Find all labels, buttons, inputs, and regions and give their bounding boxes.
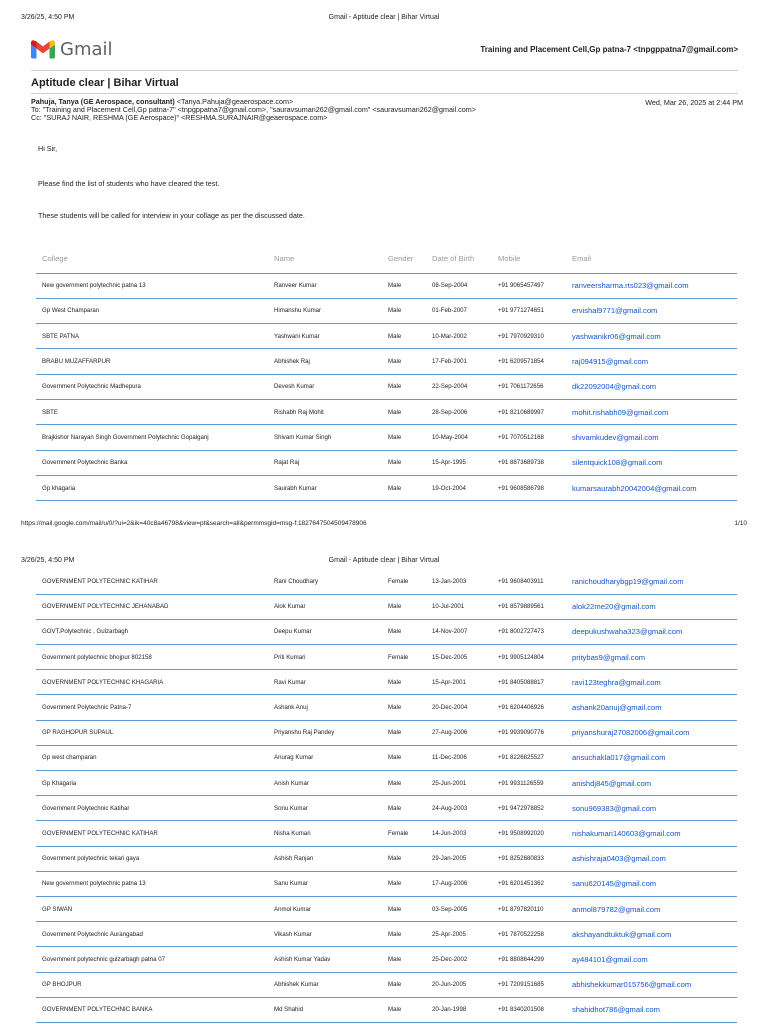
column-header-email: Email <box>572 253 591 263</box>
cell-mobile: +91 7209151685 <box>498 981 544 989</box>
cell-dob: 15-Apr-1995 <box>432 459 466 467</box>
body-line-1: Please find the list of students who have cleared the test. <box>38 179 220 188</box>
table-row <box>36 374 737 399</box>
cell-email[interactable]: ansuchakla017@gmail.com <box>572 753 666 763</box>
column-header-name: Name <box>274 253 295 263</box>
table-row <box>36 745 737 770</box>
cell-name: Alok Kumar <box>274 603 306 611</box>
gmail-icon <box>31 40 55 59</box>
cell-dob: 27-Aug-2006 <box>432 729 468 737</box>
cell-college: New government polytechnic patna 13 <box>42 282 146 290</box>
cell-dob: 19-Oct-2004 <box>432 484 466 492</box>
cell-college: Gp khagaria <box>42 484 76 492</box>
cell-email[interactable]: raj094915@gmail.com <box>572 357 649 367</box>
table-row <box>36 972 737 997</box>
cell-gender: Male <box>388 307 402 315</box>
cell-mobile: +91 9608586798 <box>498 484 544 492</box>
cell-gender: Male <box>388 955 402 963</box>
table-row <box>36 997 737 1022</box>
cell-gender: Female <box>388 653 409 661</box>
cell-name: Ranveer Kumar <box>274 282 317 290</box>
cell-email[interactable]: mohit.rishabh09@gmail.com <box>572 407 669 417</box>
cell-gender: Male <box>388 459 402 467</box>
cell-college: Government Polytechnic Patna-7 <box>42 704 132 712</box>
cell-name: Yashwani Kumar <box>274 332 320 340</box>
cell-gender: Female <box>388 829 409 837</box>
cell-email[interactable]: ashishraja0403@gmail.com <box>572 854 666 864</box>
cell-mobile: +91 8579889561 <box>498 603 544 611</box>
to-line: To: "Training and Placement Cell,Gp patna-7" <tnpgppatna7@gmail.com>, "sauravsuman262@gmail.com" <sauravsuman262@gmail.com> <box>31 105 476 115</box>
cell-name: Priyanshu Raj Pandey <box>274 729 335 737</box>
cell-mobile: +91 8252680833 <box>498 855 544 863</box>
print-title: Gmail - Aptitude clear | Bihar Virtual <box>328 557 440 564</box>
table-row <box>36 720 737 745</box>
column-header-mobile: Mobile <box>498 253 521 263</box>
cell-college: Government Polytechnic Madhepura <box>42 383 141 391</box>
cell-college: Brajkishor Narayan Singh Government Polytechnic Gopalganj <box>42 433 209 441</box>
cell-mobile: +91 9065457497 <box>498 282 544 290</box>
cell-college: New government polytechnic patna 13 <box>42 880 146 888</box>
cell-mobile: +91 8340201508 <box>498 1006 544 1014</box>
table-row <box>36 450 737 475</box>
cell-mobile: +91 9508992020 <box>498 829 544 837</box>
cell-name: Anurag Kumar <box>274 754 314 762</box>
cell-name: Deepu Kumar <box>274 628 312 636</box>
cell-name: Abhishek Kumar <box>274 981 319 989</box>
cell-gender: Male <box>388 930 402 938</box>
cell-email[interactable]: alok22me20@gmail.com <box>572 602 656 612</box>
table-row <box>36 821 737 846</box>
cell-name: Himanshu Kumar <box>274 307 322 315</box>
cell-gender: Male <box>388 603 402 611</box>
cell-dob: 17-Feb-2001 <box>432 358 467 366</box>
cell-gender: Male <box>388 880 402 888</box>
cell-name: Ashish Ranjan <box>274 855 314 863</box>
cell-gender: Male <box>388 729 402 737</box>
cell-name: Nisha Kumari <box>274 829 311 837</box>
cell-email[interactable]: anishdj845@gmail.com <box>572 778 652 788</box>
table-row <box>36 796 737 821</box>
column-header-college: College <box>42 253 68 263</box>
table-row <box>36 922 737 947</box>
cell-name: Priti Kumari <box>274 653 306 661</box>
cell-dob: 15-Apr-2001 <box>432 678 466 686</box>
table-row <box>36 846 737 871</box>
students-table-continued <box>36 569 737 1023</box>
cell-email[interactable]: nishakumari140603@gmail.com <box>572 828 681 838</box>
cell-college: GP BHOJPUR <box>42 981 82 989</box>
cell-name: Md Shahid <box>274 1006 304 1014</box>
cell-dob: 08-Sep-2004 <box>432 282 468 290</box>
cell-college: Government polytechnic tekari gaya <box>42 855 140 863</box>
table-row <box>36 594 737 619</box>
cell-mobile: +91 6209571854 <box>498 358 544 366</box>
cell-college: GOVERNMENT POLYTECHNIC JEHANABAD <box>42 603 169 611</box>
cell-college: Government Polytechnic Banka <box>42 459 128 467</box>
print-title: Gmail - Aptitude clear | Bihar Virtual <box>328 14 440 21</box>
cell-mobile: +91 7870522258 <box>498 930 544 938</box>
cell-name: Ashank Anuj <box>274 704 308 712</box>
cell-mobile: +91 8873689738 <box>498 459 544 467</box>
cell-gender: Male <box>388 628 402 636</box>
table-row <box>36 645 737 670</box>
divider <box>31 93 738 94</box>
cell-name: Rishabh Raj Mohit <box>274 408 324 416</box>
cell-mobile: +91 9472978852 <box>498 804 544 812</box>
cell-college: GOVERNMENT POLYTECHNIC KATIHAR <box>42 829 158 837</box>
cell-dob: 20-Dec-2004 <box>432 704 468 712</box>
email-date: Wed, Mar 26, 2025 at 2:44 PM <box>645 98 743 107</box>
cell-name: Ashish Kumar Yadav <box>274 955 331 963</box>
column-header-gender: Gender <box>388 253 414 263</box>
print-url: https://mail.google.com/mail/u/0/?ui=2&ik=40c8a46798&view=pt&search=all&permmsgid=msg-f:1827647504509478906 <box>21 520 367 527</box>
cell-email[interactable]: silentquick108@gmail.com <box>572 458 663 468</box>
cell-gender: Male <box>388 358 402 366</box>
cell-mobile: +91 9771274651 <box>498 307 544 315</box>
cell-mobile: +91 7070512168 <box>498 433 544 441</box>
cell-mobile: +91 9608403911 <box>498 577 544 585</box>
cell-college: GOVERNMENT POLYTECHNIC BANKA <box>42 1006 153 1014</box>
cell-college: BRABU MUZAFFARPUR <box>42 358 111 366</box>
cell-email[interactable]: sanu620145@gmail.com <box>572 879 657 889</box>
cell-dob: 10-May-2004 <box>432 433 468 441</box>
cc-line: Cc: "SURAJ NAIR, RESHMA (GE Aerospace)" <RESHMA.SURAJNAIR@geaerospace.com> <box>31 113 328 123</box>
cell-name: Ravi Kumar <box>274 678 306 686</box>
table-row <box>36 896 737 921</box>
sender-name: Pahuja, Tanya (GE Aerospace, consultant) <box>31 97 175 106</box>
gmail-wordmark: Gmail <box>60 39 113 60</box>
cell-gender: Male <box>388 484 402 492</box>
cell-dob: 15-Dec-2005 <box>432 653 468 661</box>
cell-dob: 20-Jan-1998 <box>432 1006 467 1014</box>
cell-email[interactable]: shivamkudev@gmail.com <box>572 432 659 442</box>
cell-email[interactable]: akshayandtuktuk@gmail.com <box>572 929 672 939</box>
cell-college: Gp west champaran <box>42 754 97 762</box>
print-datetime: 3/26/25, 4:50 PM <box>21 14 75 21</box>
cell-name: Saurabh Kumar <box>274 484 317 492</box>
cell-gender: Male <box>388 704 402 712</box>
cell-dob: 13-Jan-2003 <box>432 577 467 585</box>
cell-name: Sonu Kumar <box>274 804 308 812</box>
cell-mobile: +91 8405088817 <box>498 678 544 686</box>
cell-dob: 25-Dec-2002 <box>432 955 468 963</box>
cell-mobile: +91 8808644299 <box>498 955 544 963</box>
table-row <box>36 475 737 500</box>
cell-dob: 01-Feb-2007 <box>432 307 467 315</box>
cell-email[interactable]: ay484101@gmail.com <box>572 954 648 964</box>
cell-college: GOVERNMENT POLYTECHNIC KHAGARIA <box>42 678 164 686</box>
table-row <box>36 399 737 424</box>
cell-email[interactable]: priyanshuraj27082006@gmail.com <box>572 728 690 738</box>
cell-name: Vikash Kumar <box>274 930 312 938</box>
cell-college: GOVT.Polytechnic , Gulzarbagh <box>42 628 129 636</box>
gmail-logo[interactable] <box>31 39 113 60</box>
cell-dob: 25-Apr-2005 <box>432 930 466 938</box>
cell-dob: 29-Jan-2005 <box>432 855 467 863</box>
print-header <box>21 14 747 28</box>
cell-name: Abhishek Raj <box>274 358 310 366</box>
cell-gender: Male <box>388 332 402 340</box>
cell-gender: Male <box>388 804 402 812</box>
table-row <box>36 670 737 695</box>
cell-name: Devesh Kumar <box>274 383 315 391</box>
email-subject: Aptitude clear | Bihar Virtual <box>31 77 179 89</box>
cell-gender: Male <box>388 433 402 441</box>
sender-email[interactable]: <Tanya.Pahuja@geaerospace.com> <box>176 97 294 106</box>
cell-gender: Male <box>388 981 402 989</box>
cell-dob: 20-Jun-2005 <box>432 981 467 989</box>
cell-mobile: +91 9905124804 <box>498 653 544 661</box>
cell-dob: 22-Sep-2004 <box>432 383 468 391</box>
cell-college: SBTE PATNA <box>42 332 80 340</box>
cell-email[interactable]: yashwanikr06@gmail.com <box>572 331 661 341</box>
body-line-2: These students will be called for interview in your collage as per the discussed date. <box>38 211 305 220</box>
cell-gender: Male <box>388 779 402 787</box>
cell-college: SBTE <box>42 408 58 416</box>
table-row <box>36 349 737 374</box>
cell-dob: 28-Sep-2006 <box>432 408 468 416</box>
cell-dob: 24-Aug-2003 <box>432 804 468 812</box>
cell-email[interactable]: ranveersharma.rts023@gmail.com <box>572 281 689 291</box>
cell-gender: Female <box>388 577 409 585</box>
cell-dob: 10-Jul-2001 <box>432 603 465 611</box>
table-row <box>36 695 737 720</box>
cell-email[interactable]: sonu969383@gmail.com <box>572 803 657 813</box>
cell-email[interactable]: ravi123teghra@gmail.com <box>572 677 661 687</box>
print-page-number: 1/10 <box>734 520 747 527</box>
cell-dob: 17-Aug-2006 <box>432 880 468 888</box>
cell-college: Gp Khagaria <box>42 779 77 787</box>
cell-email[interactable]: deepukushwaha323@gmail.com <box>572 627 683 637</box>
cell-dob: 10-Mar-2002 <box>432 332 467 340</box>
cell-college: Government polytechnic bhojpur 802158 <box>42 653 152 661</box>
cell-name: Rajat Raj <box>274 459 300 467</box>
cell-email[interactable]: ervishal9771@gmail.com <box>572 306 658 316</box>
cell-college: GP SIWAN <box>42 905 73 913</box>
cell-name: Shivam Kumar Singh <box>274 433 332 441</box>
cell-gender: Male <box>388 282 402 290</box>
cell-gender: Male <box>388 905 402 913</box>
cell-email[interactable]: kumarsaurabh20042004@gmail.com <box>572 483 697 493</box>
cell-email[interactable]: dk22092004@gmail.com <box>572 382 657 392</box>
cell-email[interactable]: ashank20anuj@gmail.com <box>572 703 662 713</box>
table-row <box>36 324 737 349</box>
cell-email[interactable]: pritybas9@gmail.com <box>572 652 646 662</box>
greeting: Hi Sir, <box>38 144 58 153</box>
cell-mobile: +91 8797820110 <box>498 905 544 913</box>
cell-college: Government polytechnic gulzarbagh patna 07 <box>42 955 165 963</box>
cell-mobile: +91 7970929310 <box>498 332 544 340</box>
cell-dob: 14-Nov-2007 <box>432 628 468 636</box>
cell-mobile: +91 8002727473 <box>498 628 544 636</box>
print-datetime: 3/26/25, 4:50 PM <box>21 557 75 564</box>
cell-email[interactable]: ranichoudharybgp19@gmail.com <box>572 576 684 586</box>
table-row <box>36 871 737 896</box>
cell-mobile: +91 9939090776 <box>498 729 544 737</box>
cell-mobile: +91 9931126559 <box>498 779 544 787</box>
cell-mobile: +91 7061172656 <box>498 383 544 391</box>
table-row <box>36 619 737 644</box>
cell-email[interactable]: abhishekkumar015756@gmail.com <box>572 980 692 990</box>
table-row <box>36 569 737 594</box>
cell-college: GP RAGHOPUR SUPAUL <box>42 729 114 737</box>
cell-name: Sanu Kumar <box>274 880 308 888</box>
cell-dob: 14-Jun-2003 <box>432 829 467 837</box>
email-meta <box>31 98 476 123</box>
cell-college: GOVERNMENT POLYTECHNIC KATIHAR <box>42 577 158 585</box>
cell-gender: Male <box>388 754 402 762</box>
table-header-row <box>36 244 737 273</box>
cell-gender: Male <box>388 1006 402 1014</box>
cell-name: Anish Kumar <box>274 779 309 787</box>
cell-mobile: +91 6201451362 <box>498 880 544 888</box>
column-header-dob: Date of Birth <box>432 253 475 263</box>
cell-mobile: +91 8210689997 <box>498 408 544 416</box>
cell-email[interactable]: shahidhot786@gmail.com <box>572 1005 660 1015</box>
account-label: Training and Placement Cell,Gp patna-7 <tnpgppatna7@gmail.com> <box>480 45 738 54</box>
cell-college: Gp West Champaran <box>42 307 100 315</box>
cell-mobile: +91 8226825527 <box>498 754 544 762</box>
table-row <box>36 771 737 796</box>
cell-college: Government Polytechnic Katihar <box>42 804 130 812</box>
divider <box>31 70 738 71</box>
students-table <box>36 244 737 501</box>
cell-college: Government Polytechnic Aurangabad <box>42 930 143 938</box>
cell-gender: Male <box>388 383 402 391</box>
table-row <box>36 947 737 972</box>
cell-gender: Male <box>388 855 402 863</box>
table-row <box>36 298 737 323</box>
table-row <box>36 425 737 450</box>
table-row <box>36 273 737 298</box>
cell-name: Anmol Kumar <box>274 905 311 913</box>
cell-dob: 03-Sep-2005 <box>432 905 468 913</box>
cell-name: Rani Choudhary <box>274 577 319 585</box>
cell-mobile: +91 6204406926 <box>498 704 544 712</box>
cell-dob: 11-Dec-2006 <box>432 754 467 762</box>
cell-email[interactable]: anmol879782@gmail.com <box>572 904 661 914</box>
cell-gender: Male <box>388 408 402 416</box>
cell-gender: Male <box>388 678 402 686</box>
cell-dob: 25-Jun-2001 <box>432 779 467 787</box>
